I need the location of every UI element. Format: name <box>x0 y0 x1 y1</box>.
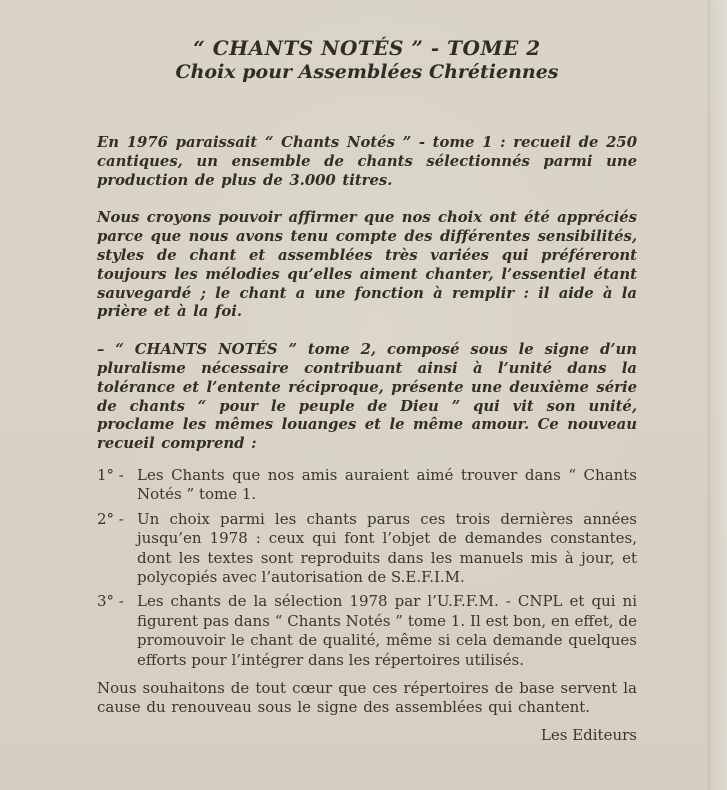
tome2-paragraph: – “ CHANTS NOTÉS ” tome 2, composé sous le signe d’un pluralisme nécessaire contribuant ainsi à l’unité dans la tolérance et l’entente réciproque, présente une deuxième série de chants “ pour le peuple de Dieu ” qui vit son unité, proclame les mêmes louanges et le même amour. Ce nouveau recueil comprend : <box>97 341 637 453</box>
list-item <box>97 592 637 670</box>
closing-paragraph: Nous souhaitons de tout cœur que ces répertoires de base servent la cause du renouveau sous le signe des assemblées qui chantent. <box>97 679 637 717</box>
signature: Les Editeurs <box>540 725 637 744</box>
list-item-marker: 2° - <box>97 509 124 528</box>
list-item-text: Les Chants que nos amis auraient aimé trouver dans “ Chants Notés ” tome 1. <box>137 465 637 504</box>
list-item-marker: 3° - <box>97 592 124 611</box>
list-item-text: Un choix parmi les chants parus ces trois dernières années jusqu’en 1978 : ceux qui font l’objet de demandes constantes, dont les textes sont reproduits dans les manuels mis à jour, et polycopiés avec l’autorisation de S.E.F.I.M. <box>137 509 637 586</box>
numbered-list <box>97 466 637 670</box>
list-item-text: Les chants de la sélection 1978 par l’U.F.F.M. - CNPL et qui ni figurent pas dans “ Chants Notés ” tome 1. Il est bon, en effet, de promouvoir le chant de qualité, même si cela demande quelques efforts pour l’intégrer dans les répertoires utilisés. <box>137 592 637 669</box>
second-paragraph: Nous croyons pouvoir affirmer que nos choix ont été appréciés parce que nous avons tenu compte des différentes sensibilités, styles de chant et assemblées très variées qui préféreront toujours les mélodies qu’elles aiment chanter, l’essentiel étant sauvegardé ; le chant a une fonction à remplir : il aide à la prière et à la foi. <box>97 209 637 321</box>
list-item-marker: 1° - <box>97 465 124 484</box>
list-item <box>97 510 637 588</box>
page-title: “ CHANTS NOTÉS ” - TOME 2 <box>193 36 541 60</box>
list-item <box>97 466 637 505</box>
intro-paragraph: En 1976 paraissait “ Chants Notés ” - tome 1 : recueil de 250 cantiques, un ensemble de chants sélectionnés parmi une production de plus de 3.000 titres. <box>97 134 637 189</box>
page-subtitle: Choix pour Assemblées Chrétiennes <box>175 61 559 83</box>
